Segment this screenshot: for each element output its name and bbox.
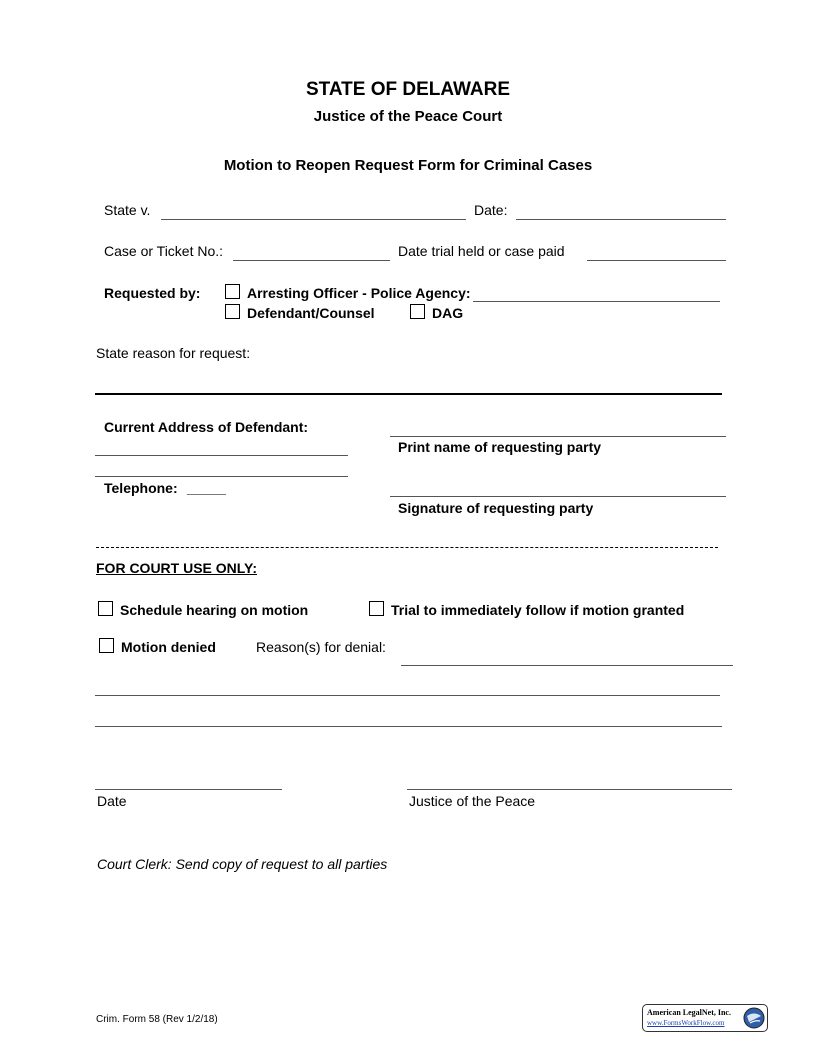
court-name: Justice of the Peace Court xyxy=(313,108,503,125)
telephone-label: Telephone: xyxy=(104,480,178,496)
case-no-line[interactable] xyxy=(233,260,390,261)
justice-label: Justice of the Peace xyxy=(409,793,536,809)
form-title: Motion to Reopen Request Form for Criminal Cases xyxy=(223,157,593,174)
date-label: Date: xyxy=(474,202,508,218)
motion-denied-checkbox[interactable] xyxy=(99,638,114,653)
reason-label: State reason for request: xyxy=(96,345,251,361)
american-legalnet-logo xyxy=(642,1004,768,1032)
address-line-2[interactable] xyxy=(95,476,348,477)
justice-line[interactable] xyxy=(407,789,732,790)
form-state-title: STATE OF DELAWARE xyxy=(305,79,511,100)
court-date-label: Date xyxy=(97,793,127,809)
denial-reason-line-2[interactable] xyxy=(95,695,720,696)
globe-icon xyxy=(743,1007,765,1029)
clerk-note: Court Clerk: Send copy of request to all parties xyxy=(97,856,388,872)
schedule-hearing-checkbox[interactable] xyxy=(98,601,113,616)
state-v-label: State v. xyxy=(104,202,151,218)
section-divider xyxy=(96,547,718,548)
trial-follow-label: Trial to immediately follow if motion granted xyxy=(391,602,685,618)
state-v-line[interactable] xyxy=(161,219,466,220)
denial-reason-line-1[interactable] xyxy=(401,665,733,666)
date-line[interactable] xyxy=(516,219,726,220)
signature-line[interactable] xyxy=(390,496,726,497)
court-use-heading: FOR COURT USE ONLY: xyxy=(96,560,258,576)
denial-reason-line-3[interactable] xyxy=(95,726,722,727)
dag-label: DAG xyxy=(432,305,464,321)
trial-follow-checkbox[interactable] xyxy=(369,601,384,616)
address-line-1[interactable] xyxy=(95,455,348,456)
arresting-officer-checkbox[interactable] xyxy=(225,284,240,299)
logo-url[interactable]: www.FormsWorkFlow.com xyxy=(647,1019,725,1027)
date-trial-label: Date trial held or case paid xyxy=(398,243,565,259)
dag-checkbox[interactable] xyxy=(410,304,425,319)
schedule-hearing-label: Schedule hearing on motion xyxy=(120,602,309,618)
reason-line[interactable] xyxy=(95,393,722,395)
reasons-denial-label: Reason(s) for denial: xyxy=(256,639,386,655)
requested-by-label: Requested by: xyxy=(104,285,201,301)
motion-denied-label: Motion denied xyxy=(121,639,216,655)
telephone-blank[interactable]: _____ xyxy=(187,480,226,496)
case-no-label: Case or Ticket No.: xyxy=(104,243,224,259)
arresting-officer-label: Arresting Officer - Police Agency: xyxy=(247,285,471,301)
police-agency-line[interactable] xyxy=(473,301,720,302)
date-trial-line[interactable] xyxy=(587,260,726,261)
current-address-label: Current Address of Defendant: xyxy=(104,419,309,435)
print-name-label: Print name of requesting party xyxy=(398,439,602,455)
form-id: Crim. Form 58 (Rev 1/2/18) xyxy=(96,1014,218,1025)
court-date-line[interactable] xyxy=(95,789,282,790)
defendant-counsel-label: Defendant/Counsel xyxy=(247,305,375,321)
defendant-counsel-checkbox[interactable] xyxy=(225,304,240,319)
print-name-line[interactable] xyxy=(390,436,726,437)
signature-label: Signature of requesting party xyxy=(398,500,594,516)
logo-company: American LegalNet, Inc. xyxy=(647,1008,731,1017)
